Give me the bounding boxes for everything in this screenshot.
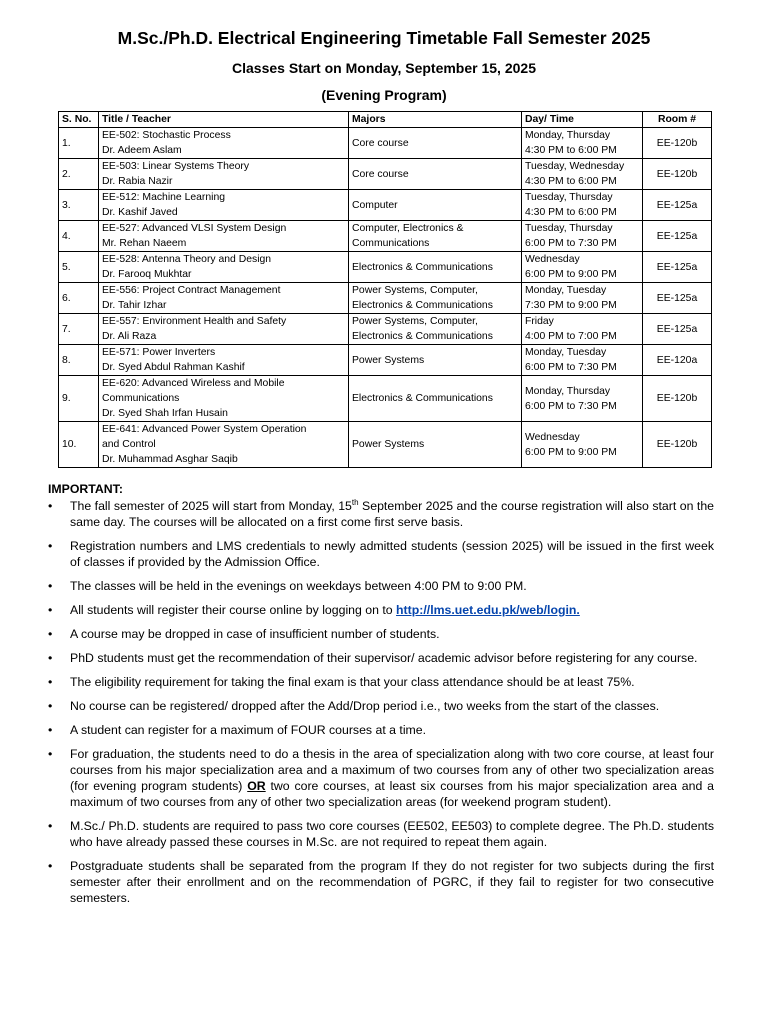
bullet-icon: • [48,579,53,593]
bullet-icon: • [48,699,53,713]
teacher-name: Dr. Rabia Nazir [102,176,173,187]
table-row [59,128,712,159]
cell-majors [349,283,522,314]
table-row [59,314,712,345]
table-row [59,376,712,422]
bullet-icon: • [48,859,53,873]
table-row [59,283,712,314]
course-title: EE-512: Machine Learning [102,192,226,203]
majors-line: Computer, Electronics & [352,223,464,234]
bullet-icon: • [48,627,53,641]
cell-sno: 9. [59,376,99,422]
cell-room: EE-120b [643,159,712,190]
program-label: (Evening Program) [321,87,447,103]
list-item [48,698,714,714]
cell-title-teacher [99,190,349,221]
class-days: Monday, Thursday [525,385,611,397]
cell-title-teacher [99,128,349,159]
cell-sno: 1. [59,128,99,159]
class-time: 6:00 PM to 7:30 PM [525,362,617,373]
cell-title-teacher [99,314,349,345]
note-text: A course may be dropped in case of insufficient number of students. [70,627,440,641]
cell-majors: Power Systems [349,422,522,468]
majors-line: Power Systems, Computer, [352,285,478,296]
cell-room: EE-125a [643,190,712,221]
cell-majors: Electronics & Communications [349,376,522,422]
table-row [59,159,712,190]
majors-line: Communications [352,238,430,249]
class-time: 6:00 PM to 7:30 PM [525,400,617,412]
cell-majors: Core course [349,128,522,159]
note-text: For graduation, the students need to do a thesis in the area of specialization along with two core course, at least four courses from his major specialization area and a maximum of two courses from any of other two specialization areas (for evening program students) [70,747,714,793]
list-item [48,674,714,690]
class-days: Tuesday, Thursday [525,223,613,234]
page-subtitle: Classes Start on Monday, September 15, 2025 [232,60,536,76]
bullet-icon: • [48,675,53,689]
course-title: EE-571: Power Inverters [102,347,216,358]
note-text: No course can be registered/ dropped after the Add/Drop period i.e., two weeks from the start of the classes. [70,699,660,713]
timetable [58,111,712,468]
cell-majors: Power Systems [349,345,522,376]
class-time: 4:30 PM to 6:00 PM [525,145,617,156]
cell-title-teacher [99,159,349,190]
table-row [59,221,712,252]
cell-room: EE-125a [643,283,712,314]
course-title: and Control [102,439,156,450]
teacher-name: Dr. Adeem Aslam [102,145,182,156]
course-title: EE-503: Linear Systems Theory [102,161,250,172]
table-row [59,190,712,221]
class-days: Tuesday, Wednesday [525,161,625,172]
teacher-name: Dr. Ali Raza [102,331,157,342]
cell-daytime [522,159,643,190]
list-item [48,578,714,594]
table-row [59,345,712,376]
note-text: PhD students must get the recommendation of their supervisor/ academic advisor before registering for any course. [70,651,698,665]
bullet-icon: • [48,603,53,617]
column-header-daytime: Day/ Time [522,112,643,128]
class-days: Monday, Tuesday [525,347,607,358]
bullet-icon: • [48,747,53,761]
cell-daytime [522,283,643,314]
cell-sno: 8. [59,345,99,376]
list-item [48,498,714,530]
column-header-majors: Majors [349,112,522,128]
cell-sno: 6. [59,283,99,314]
class-days: Friday [525,316,554,327]
cell-room: EE-120b [643,376,712,422]
list-item [48,722,714,738]
note-text: The classes will be held in the evenings on weekdays between 4:00 PM to 9:00 PM. [70,579,527,593]
bullet-icon: • [48,499,53,513]
cell-daytime [522,252,643,283]
teacher-name: Dr. Tahir Izhar [102,300,167,311]
cell-daytime [522,345,643,376]
course-title: EE-620: Advanced Wireless and Mobile [102,378,285,389]
cell-daytime [522,221,643,252]
note-text: The fall semester of 2025 will start from Monday, 15 [70,499,352,513]
list-item [48,858,714,906]
cell-title-teacher [99,422,349,468]
class-days: Monday, Tuesday [525,285,607,296]
cell-room: EE-125a [643,314,712,345]
column-header-sno: S. No. [59,112,99,128]
note-text: September 2025 and the course registration will also start on the same day. The courses will be allocated on a first come first serve basis. [70,499,715,529]
note-text: Postgraduate students shall be separated from the program If they do not register for two subjects during the first semester after their enrollment and on the recommendation of PGRC, if they fail to register for two consecutive semesters. [70,859,714,905]
cell-daytime [522,422,643,468]
table-header-row [59,112,712,128]
cell-sno: 7. [59,314,99,345]
cell-title-teacher [99,345,349,376]
column-header-room: Room # [643,112,712,128]
table-row [59,422,712,468]
teacher-name: Dr. Syed Abdul Rahman Kashif [102,362,245,373]
important-notes-list [48,498,714,914]
note-text: Registration numbers and LMS credentials to newly admitted students (session 2025) will be issued in the first week of classes if provided by the Admission Office. [70,539,714,569]
column-header-title: Title / Teacher [99,112,349,128]
lms-login-link[interactable]: http://lms.uet.edu.pk/web/login. [396,603,580,617]
cell-daytime [522,128,643,159]
page-title: M.Sc./Ph.D. Electrical Engineering Timetable Fall Semester 2025 [117,28,651,48]
important-heading: IMPORTANT: [48,482,123,496]
class-time: 7:30 PM to 9:00 PM [525,300,617,311]
list-item [48,626,714,642]
bullet-icon: • [48,651,53,665]
or-emphasis: OR [247,779,266,793]
cell-title-teacher [99,252,349,283]
bullet-icon: • [48,539,53,553]
class-time: 6:00 PM to 7:30 PM [525,238,617,249]
course-title: EE-641: Advanced Power System Operation [102,424,307,435]
cell-title-teacher [99,376,349,422]
list-item [48,538,714,570]
cell-majors: Computer [349,190,522,221]
cell-sno: 4. [59,221,99,252]
table-row [59,252,712,283]
cell-room: EE-125a [643,252,712,283]
teacher-name: Dr. Muhammad Asghar Saqib [102,454,238,465]
cell-room: EE-120b [643,422,712,468]
cell-title-teacher [99,283,349,314]
cell-sno: 10. [59,422,99,468]
class-time: 6:00 PM to 9:00 PM [525,269,617,280]
cell-title-teacher [99,221,349,252]
course-title: EE-528: Antenna Theory and Design [102,254,272,265]
teacher-name: Mr. Rehan Naeem [102,238,187,249]
cell-daytime [522,376,643,422]
cell-majors: Electronics & Communications [349,252,522,283]
class-time: 4:30 PM to 6:00 PM [525,207,617,218]
teacher-name: Dr. Kashif Javed [102,207,178,218]
class-time: 4:30 PM to 6:00 PM [525,176,617,187]
cell-sno: 5. [59,252,99,283]
cell-majors [349,314,522,345]
class-days: Monday, Thursday [525,130,611,141]
class-days: Wednesday [525,254,580,265]
cell-room: EE-120a [643,345,712,376]
course-title: EE-556: Project Contract Management [102,285,281,296]
class-days: Wednesday [525,431,580,443]
cell-sno: 2. [59,159,99,190]
class-time: 4:00 PM to 7:00 PM [525,331,617,342]
list-item [48,746,714,810]
cell-room: EE-120b [643,128,712,159]
majors-line: Power Systems, Computer, [352,316,478,327]
cell-majors [349,221,522,252]
list-item [48,650,714,666]
course-title: Communications [102,393,180,404]
list-item [48,818,714,850]
course-title: EE-527: Advanced VLSI System Design [102,223,287,234]
class-time: 6:00 PM to 9:00 PM [525,446,617,458]
bullet-icon: • [48,723,53,737]
teacher-name: Dr. Syed Shah Irfan Husain [102,408,228,419]
cell-sno: 3. [59,190,99,221]
course-title: EE-502: Stochastic Process [102,130,231,141]
class-days: Tuesday, Thursday [525,192,613,203]
cell-daytime [522,190,643,221]
list-item [48,602,714,618]
teacher-name: Dr. Farooq Mukhtar [102,269,192,280]
cell-majors: Core course [349,159,522,190]
note-text: two core courses, at least six courses from his major specialization area and a maximum of two courses from any of other two specialization areas (for weekend program student). [70,779,714,809]
course-title: EE-557: Environment Health and Safety [102,316,287,327]
cell-room: EE-125a [643,221,712,252]
ordinal-suffix: th [351,497,359,507]
note-text: M.Sc./ Ph.D. students are required to pass two core courses (EE502, EE503) to complete degree. The Ph.D. students who have already passed these courses in M.Sc. are not required to repeat them again. [70,819,714,849]
bullet-icon: • [48,819,53,833]
majors-line: Electronics & Communications [352,300,493,311]
majors-line: Electronics & Communications [352,331,493,342]
note-text: The eligibility requirement for taking the final exam is that your class attendance should be at least 75%. [70,675,635,689]
note-text: All students will register their course online by logging on to [70,603,397,617]
cell-daytime [522,314,643,345]
note-text: A student can register for a maximum of FOUR courses at a time. [70,723,427,737]
